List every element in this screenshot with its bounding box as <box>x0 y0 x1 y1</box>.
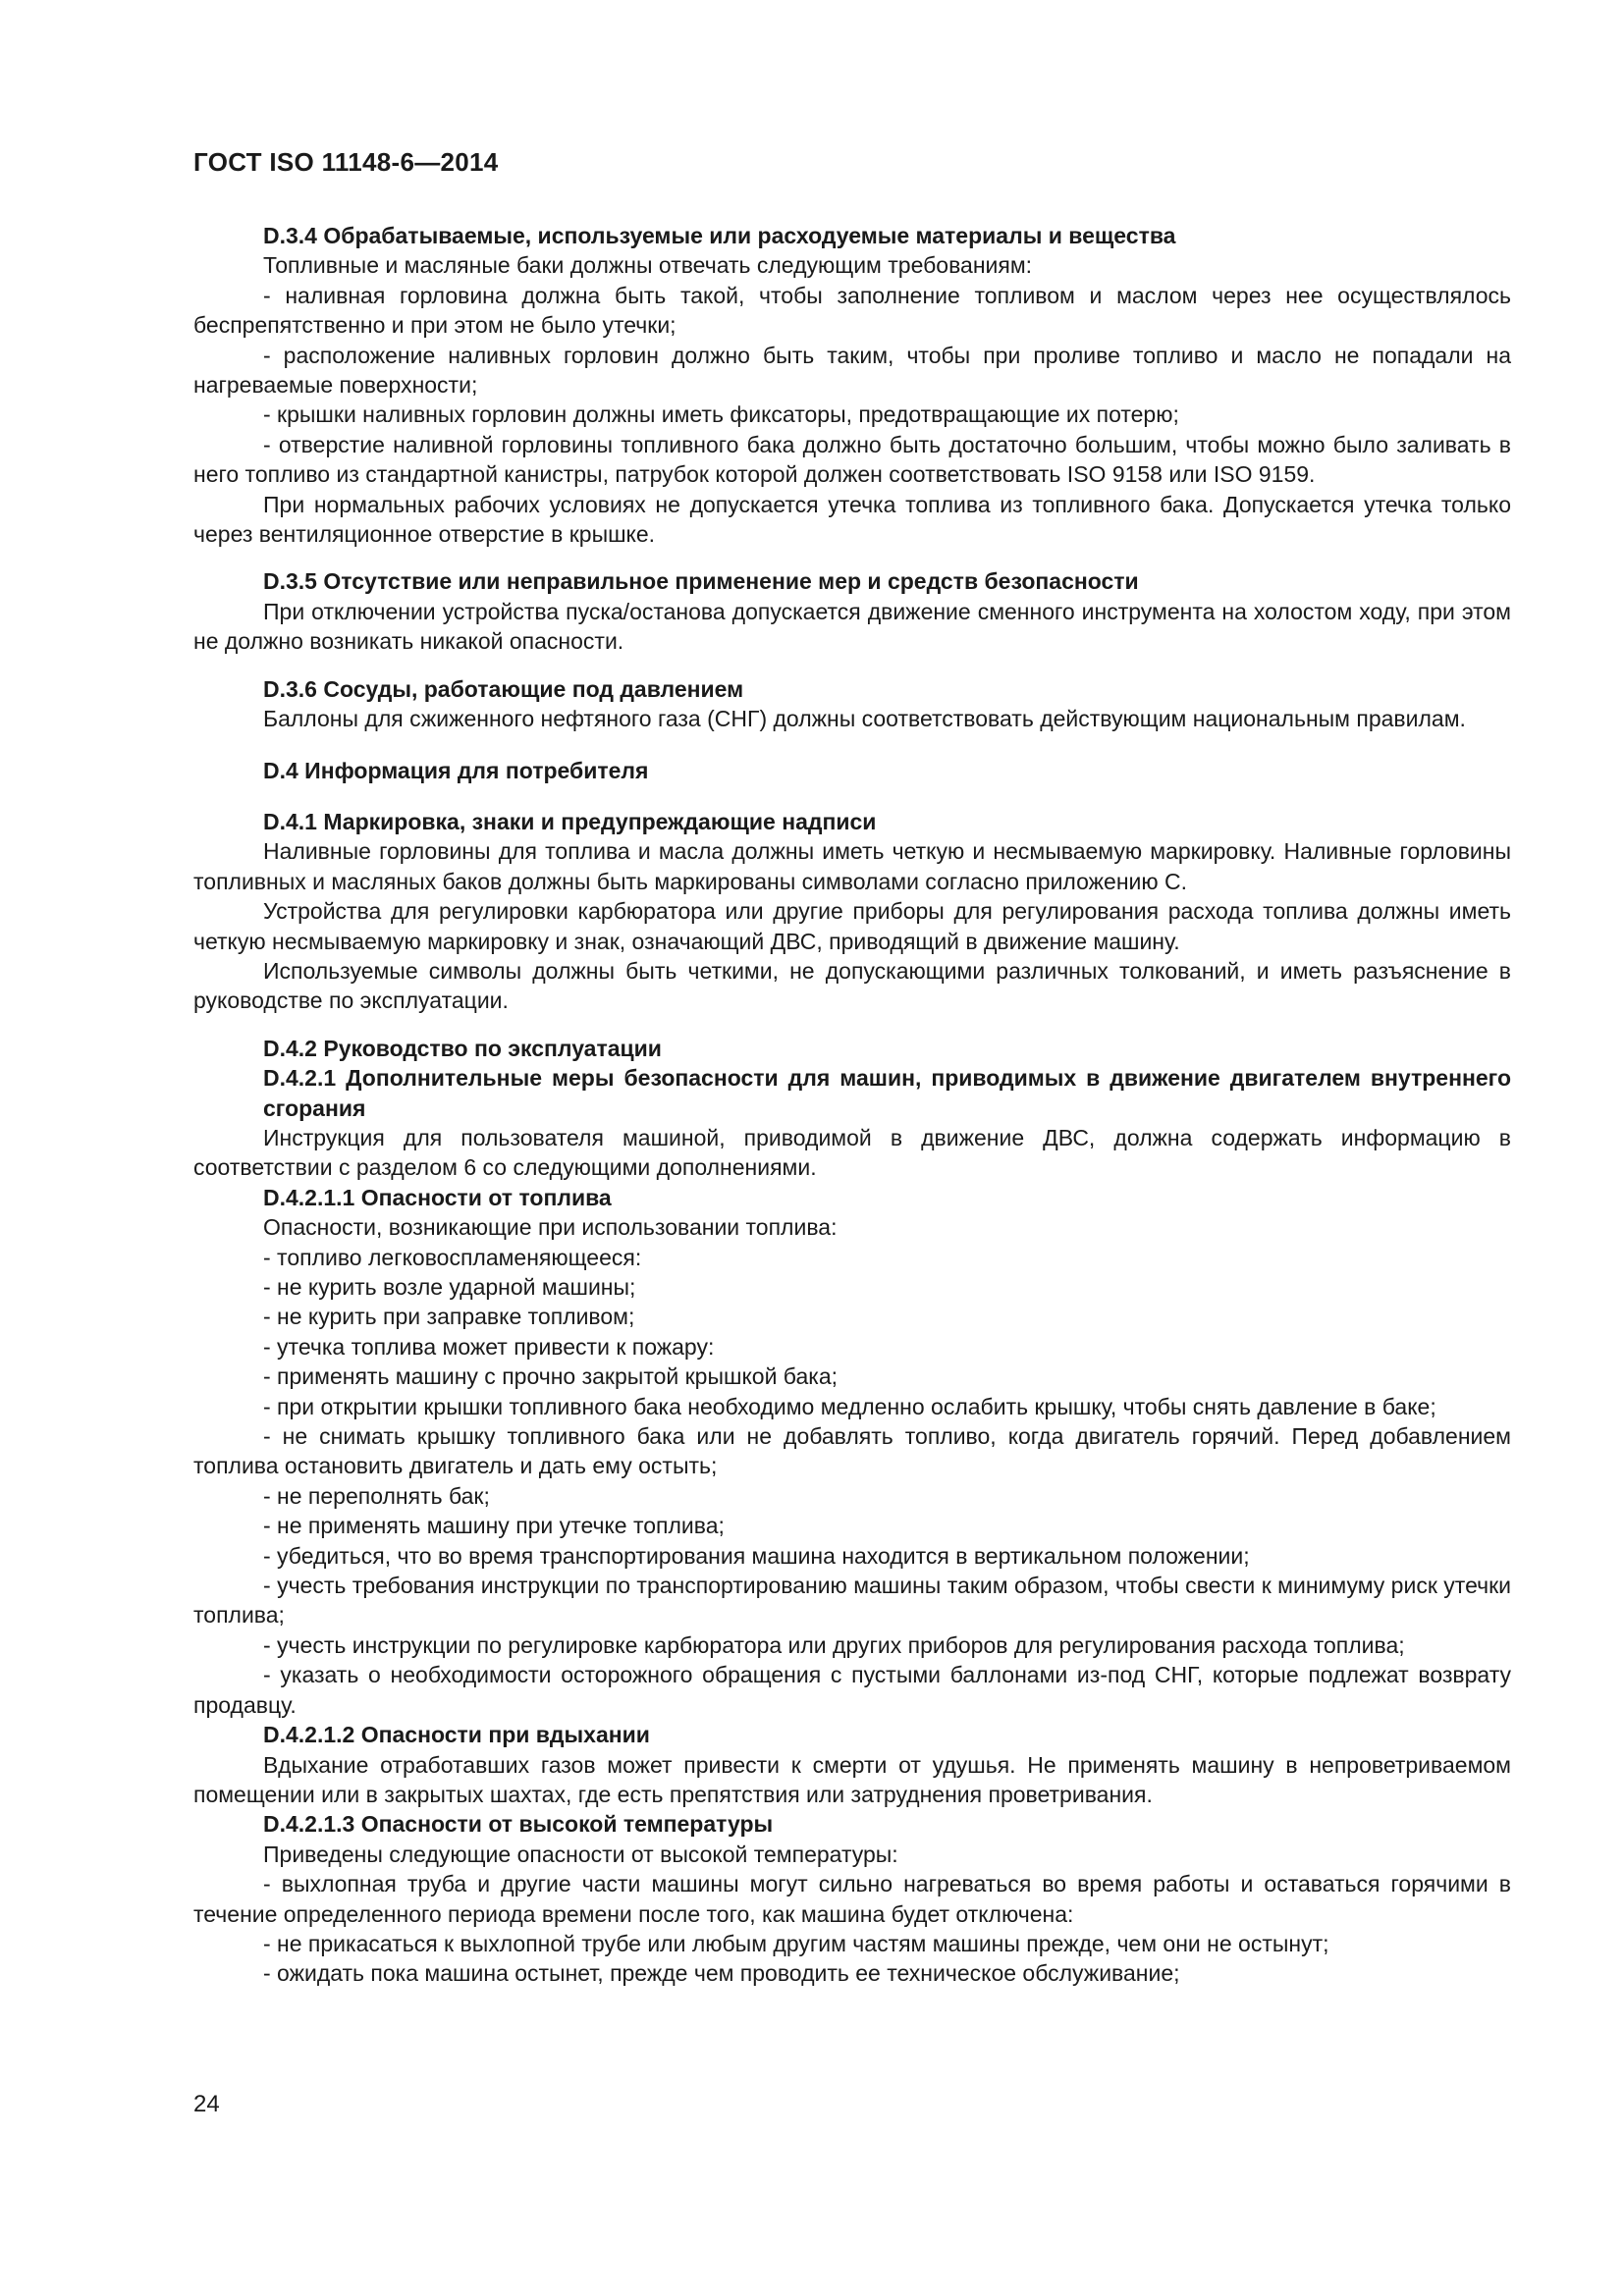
section-heading: D.4.2.1.1 Опасности от топлива <box>263 1184 612 1210</box>
paragraph: - не переполнять бак; <box>263 1482 490 1509</box>
section-heading: D.3.6 Сосуды, работающие под давлением <box>263 675 744 702</box>
paragraph: Топливные и масляные баки должны отвечать следующим требованиям: <box>263 252 1033 279</box>
paragraph: - наливная горловина должна быть такой, чтобы заполнение топливом и маслом через нее осуществлялось беспрепятственно и при этом не было утечки; <box>193 282 1511 339</box>
paragraph: При нормальных рабочих условиях не допускается утечка топлива из топливного бака. Допускается утечка только через вентиляционное отверстие в крышке. <box>193 491 1511 548</box>
section-heading: D.4.2.1 Дополнительные меры безопасности для машин, приводимых в движение двигателем внутреннего сгорания <box>263 1065 1511 1121</box>
document-header: ГОСТ ISO 11148-6—2014 <box>193 147 499 177</box>
section-heading: D.4.2.1.3 Опасности от высокой температуры <box>263 1811 774 1838</box>
paragraph: Наливные горловины для топлива и масла должны иметь четкую и несмываемую маркировку. Наливные горловины топливных и масляных баков должны быть маркированы символами согласно приложению С. <box>193 838 1511 894</box>
paragraph: - не курить возле ударной машины; <box>263 1274 636 1300</box>
document-body <box>193 221 1511 1989</box>
paragraph: Баллоны для сжиженного нефтяного газа (СНГ) должны соответствовать действующим национальным правилам. <box>263 706 1466 732</box>
section-heading: D.3.5 Отсутствие или неправильное применение мер и средств безопасности <box>263 568 1139 595</box>
section-heading: D.4.2 Руководство по эксплуатации <box>263 1035 662 1061</box>
section-heading: D.4.1 Маркировка, знаки и предупреждающие надписи <box>263 808 877 834</box>
paragraph: Вдыхание отработавших газов может привести к смерти от удушья. Не применять машину в непроветриваемом помещении или в закрытых шахтах, где есть препятствия или затруднения проветривания. <box>193 1751 1511 1807</box>
page-number: 24 <box>193 2091 220 2117</box>
paragraph: Приведены следующие опасности от высокой температуры: <box>263 1841 898 1867</box>
paragraph: При отключении устройства пуска/останова допускается движение сменного инструмента на холостом ходу, при этом не должно возникать никакой опасности. <box>193 598 1511 655</box>
paragraph: - расположение наливных горловин должно быть таким, чтобы при проливе топливо и масло не попадали на нагреваемые поверхности; <box>193 342 1511 399</box>
paragraph: - применять машину с прочно закрытой крышкой бака; <box>263 1363 838 1390</box>
paragraph: - не снимать крышку топливного бака или не добавлять топливо, когда двигатель горячий. Перед добавлением топлива остановить двигатель и дать ему остыть; <box>193 1423 1511 1479</box>
paragraph: Устройства для регулировки карбюратора или другие приборы для регулирования расхода топлива должны иметь четкую несмываемую маркировку и знак, означающий ДВС, приводящий в движение машину. <box>193 898 1511 954</box>
paragraph: - убедиться, что во время транспортирования машина находится в вертикальном положении; <box>263 1542 1250 1569</box>
paragraph: - топливо легковоспламеняющееся: <box>263 1244 642 1270</box>
paragraph: - утечка топлива может привести к пожару: <box>263 1333 715 1360</box>
paragraph: Инструкция для пользователя машиной, приводимой в движение ДВС, должна содержать информацию в соответствии с разделом 6 со следующими дополнениями. <box>193 1124 1511 1181</box>
section-heading: D.4 Информация для потребителя <box>263 757 649 783</box>
section-heading: D.3.4 Обрабатываемые, используемые или расходуемые материалы и вещества <box>263 223 1176 248</box>
paragraph: - ожидать пока машина остынет, прежде чем проводить ее техническое обслуживание; <box>263 1960 1180 1987</box>
paragraph: Используемые символы должны быть четкими, не допускающими различных толкований, и иметь разъяснение в руководстве по эксплуатации. <box>193 957 1511 1014</box>
paragraph: - указать о необходимости осторожного обращения с пустыми баллонами из-под СНГ, которые подлежат возврату продавцу. <box>193 1662 1511 1718</box>
paragraph: - учесть инструкции по регулировке карбюратора или других приборов для регулирования расхода топлива; <box>263 1631 1405 1658</box>
paragraph: - не прикасаться к выхлопной трубе или любым другим частям машины прежде, чем они не остынут; <box>263 1930 1329 1956</box>
paragraph: - не курить при заправке топливом; <box>263 1304 635 1330</box>
paragraph: - крышки наливных горловин должны иметь фиксаторы, предотвращающие их потерю; <box>263 401 1179 428</box>
section-heading: D.4.2.1.2 Опасности при вдыхании <box>263 1722 650 1748</box>
paragraph: Опасности, возникающие при использовании топлива: <box>263 1214 838 1241</box>
paragraph: - отверстие наливной горловины топливного бака должно быть достаточно большим, чтобы можно было заливать в него топливо из стандартной канистры, патрубок которой должен соответствовать ISO 9158 или ISO 9159. <box>193 431 1511 488</box>
paragraph: - учесть требования инструкции по транспортированию машины таким образом, чтобы свести к минимуму риск утечки топлива; <box>193 1573 1511 1629</box>
paragraph: - при открытии крышки топливного бака необходимо медленно ослабить крышку, чтобы снять давление в баке; <box>263 1393 1436 1419</box>
paragraph: - выхлопная труба и другие части машины могут сильно нагреваться во время работы и оставаться горячими в течение определенного периода времени после того, как машина будет отключена: <box>193 1871 1511 1927</box>
paragraph: - не применять машину при утечке топлива; <box>263 1513 725 1539</box>
